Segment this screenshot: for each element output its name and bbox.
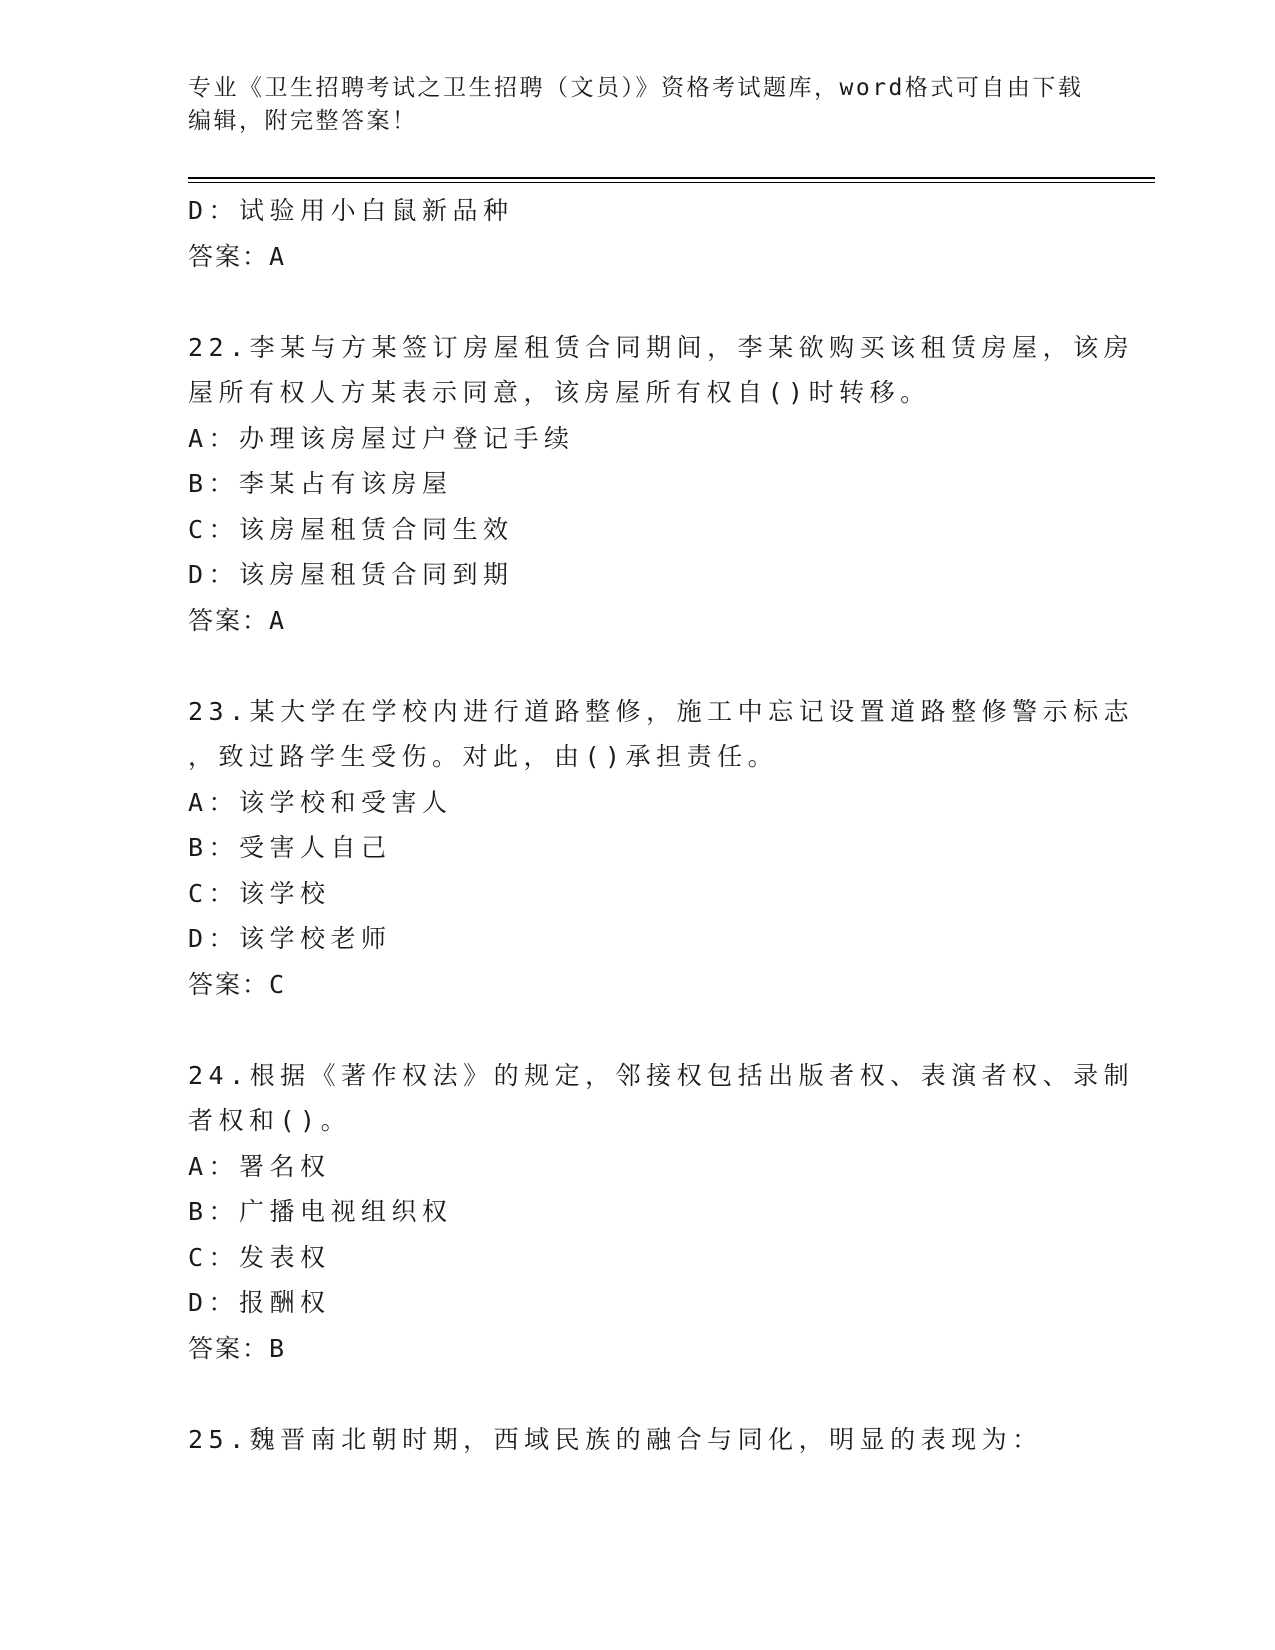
header-line-2: 编辑，附完整答案！	[188, 108, 418, 134]
option-a: A：署名权	[188, 1151, 331, 1181]
spacer	[188, 1007, 1088, 1053]
continued-question	[188, 188, 1088, 279]
answer-value: C	[269, 969, 287, 999]
spacer	[188, 643, 1088, 689]
answer-line	[188, 598, 1088, 644]
spacer	[188, 1371, 1088, 1417]
spacer	[188, 279, 1088, 325]
option-d: D：报酬权	[188, 1288, 331, 1317]
answer-line	[188, 962, 1088, 1008]
option-c: C：该房屋租赁合同生效	[188, 514, 514, 544]
answer-value: A	[269, 605, 287, 635]
question-stem-line: 屋所有权人方某表示同意，该房屋所有权自()时转移。	[188, 378, 931, 407]
option-c: C：该学校	[188, 878, 331, 908]
question-stem-line: 者权和()。	[188, 1106, 352, 1135]
header-divider-thin	[188, 182, 1155, 183]
question-stem-line: 22.李某与方某签订房屋租赁合同期间，李某欲购买该租赁房屋，该房	[188, 332, 1135, 362]
option-a: A：办理该房屋过户登记手续	[188, 423, 575, 453]
option-b: B：广播电视组织权	[188, 1197, 453, 1226]
question-stem-line: 24.根据《著作权法》的规定，邻接权包括出版者权、表演者权、录制	[188, 1060, 1135, 1090]
answer-line	[188, 1326, 1088, 1372]
option-b: B：受害人自己	[188, 833, 392, 862]
question-24	[188, 1053, 1135, 1372]
question-22	[188, 325, 1135, 644]
answer-value: B	[269, 1333, 287, 1363]
answer-label: 答案：	[188, 969, 270, 999]
answer-label: 答案：	[188, 241, 270, 271]
option-d: D：试验用小白鼠新品种	[188, 196, 514, 225]
header-line-1: 专业《卫生招聘考试之卫生招聘（文员）》资格考试题库，word格式可自由下载	[188, 75, 1084, 101]
answer-label: 答案：	[188, 605, 270, 635]
option-b: B：李某占有该房屋	[188, 469, 453, 498]
question-stem-line: 23.某大学在学校内进行道路整修，施工中忘记设置道路整修警示标志	[188, 696, 1135, 726]
header-divider-thick	[188, 177, 1155, 179]
document-header	[188, 72, 1088, 138]
question-23	[188, 689, 1135, 1008]
question-stem-line: 25.魏晋南北朝时期，西域民族的融合与同化，明显的表现为：	[188, 1424, 1043, 1454]
answer-value: A	[269, 241, 287, 271]
option-a: A：该学校和受害人	[188, 787, 453, 817]
answer-line	[188, 234, 1088, 280]
option-c: C：发表权	[188, 1242, 331, 1272]
question-stem-line: ，致过路学生受伤。对此，由()承担责任。	[188, 742, 779, 771]
question-25	[188, 1417, 1088, 1463]
option-d: D：该学校老师	[188, 924, 392, 953]
answer-label: 答案：	[188, 1333, 270, 1363]
document-body	[188, 188, 1135, 1462]
option-d: D：该房屋租赁合同到期	[188, 560, 514, 589]
